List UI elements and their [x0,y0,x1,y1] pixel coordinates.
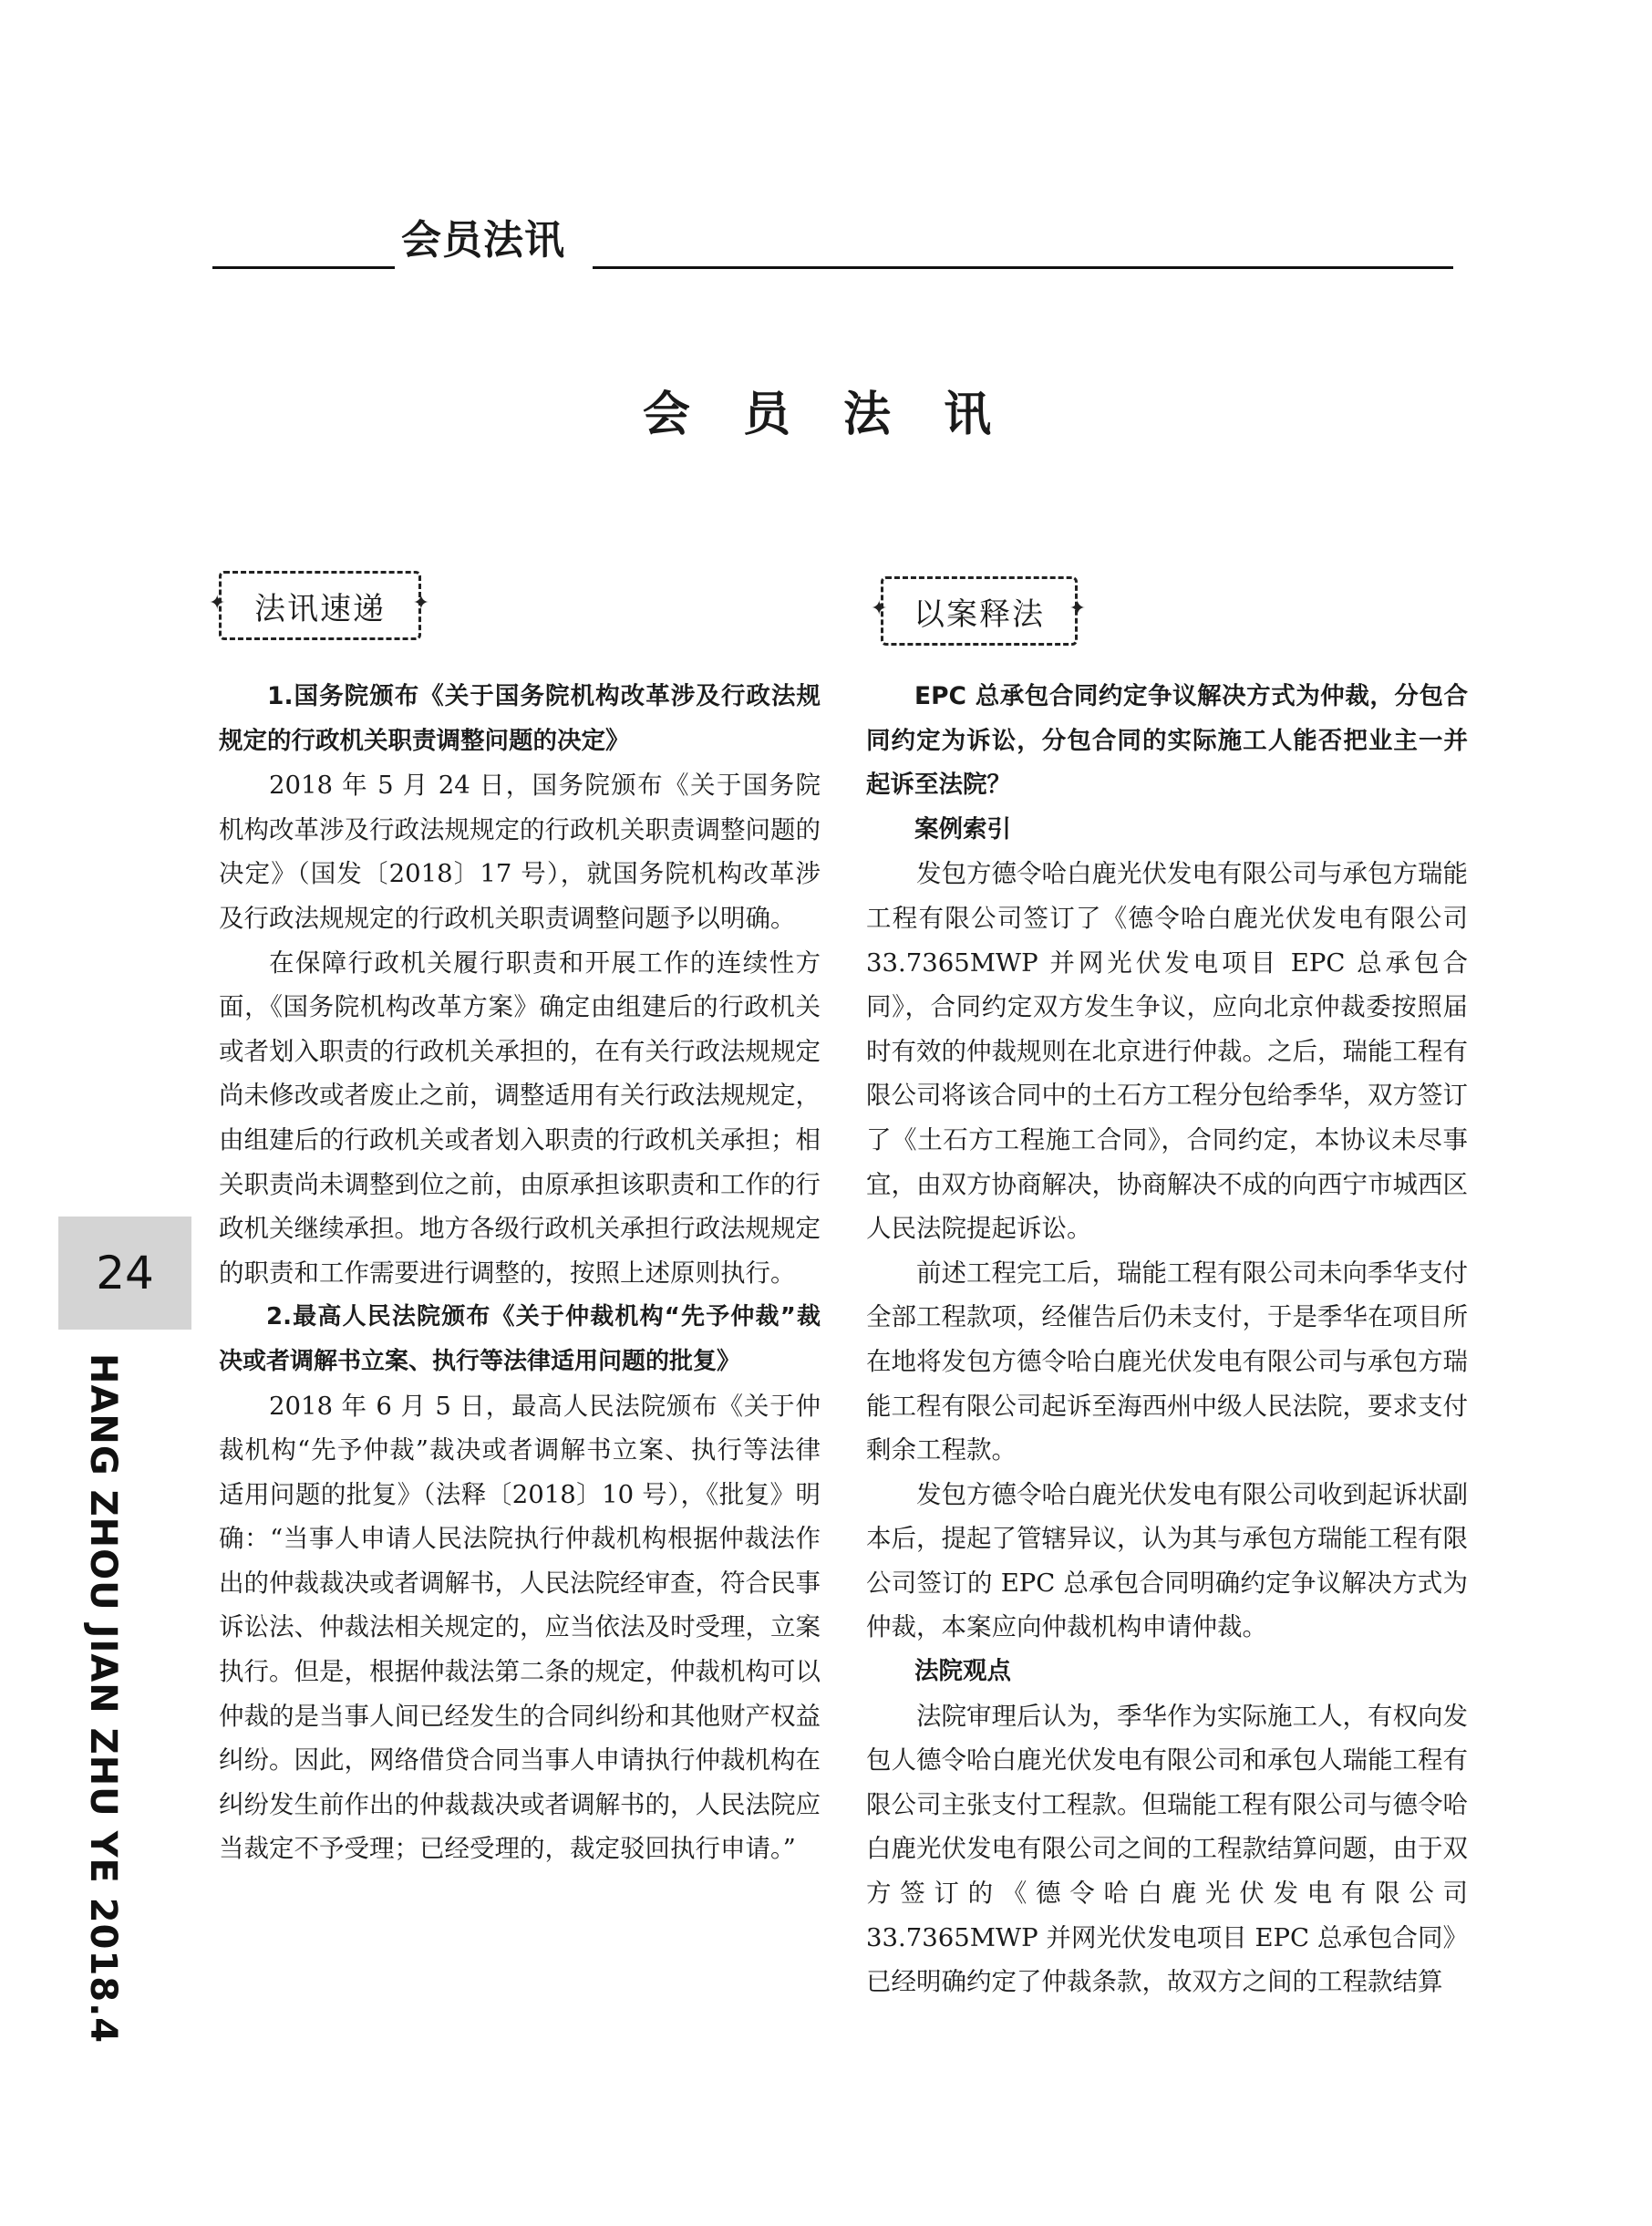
right-heading: EPC 总承包合同约定争议解决方式为仲裁，分包合同约定为诉讼，分包合同的实际施工人能否把业主一并起诉至法院？ [866,682,1468,800]
header-rule-right [593,266,1453,269]
right-subheading-court-view: 法院观点 [914,1657,1011,1686]
right-paragraph-4: 法院审理后认为，季华作为实际施工人，有权向发包人德令哈白鹿光伏发电有限公司和承包人瑞能工程有限公司主张支付工程款。但瑞能工程有限公司与德令哈白鹿光伏发电有限公司之间的工程款结算问题，由于双方签订的《德令哈白鹿光伏发电有限公司 33.7365MWP 并网光伏发电项目 EPC 总承包合同》已经明确约定了仲裁条款，故双方之间的工程款结算 [866,1701,1468,1997]
left-heading-1: 1.国务院颁布《关于国务院机构改革涉及行政法规规定的行政机关职责调整问题的决定》 [219,682,821,755]
right-paragraph-3: 发包方德令哈白鹿光伏发电有限公司收到起诉状副本后，提起了管辖异议，认为其与承包方瑞能工程有限公司签订的 EPC 总承包合同明确约定争议解决方式为仲裁，本案应向仲裁机构申请仲裁。 [866,1479,1468,1642]
header-rule-left [212,266,395,269]
left-column-label: ✦ 法讯速递 ✦ [219,571,421,640]
left-paragraph-3: 2018 年 6 月 5 日，最高人民法院颁布《关于仲裁机构“先予仲裁”裁决或者调解书立案、执行等法律适用问题的批复》（法释〔2018〕10 号），《批复》明确：“当事人申请人民法院执行仲裁机构根据仲裁法作出的仲裁裁决或者调解书，人民法院经审查，符合民事诉讼法、仲裁法相关规定的，应当依法及时受理，立案执行。但是，根据仲裁法第二条的规定，仲裁机构可以仲裁的是当事人间已经发生的合同纠纷和其他财产权益纠纷。因此，网络借贷合同当事人申请执行仲裁机构在纠纷发生前作出的仲裁裁决或者调解书的，人民法院应当裁定不予受理；已经受理的，裁定驳回执行申请。” [219,1391,821,1864]
journal-vertical-label: HANG ZHOU JIAN ZHU YE 2018.4 [82,1353,124,2045]
left-paragraph-2: 在保障行政机关履行职责和开展工作的连续性方面，《国务院机构改革方案》确定由组建后的行政机关或者划入职责的行政机关承担的，在有关行政法规规定尚未修改或者废止之前，调整适用有关行政法规规定，由组建后的行政机关或者划入职责的行政机关承担；相关职责尚未调整到位之前，由原承担该职责和工作的行政机关继续承担。地方各级行政机关承担行政法规规定的职责和工作需要进行调整的，按照上述原则执行。 [219,947,821,1288]
right-paragraph-1: 发包方德令哈白鹿光伏发电有限公司与承包方瑞能工程有限公司签订了《德令哈白鹿光伏发电有限公司 33.7365MWP 并网光伏发电项目 EPC 总承包合同》，合同约定双方发生争议，应向北京仲裁委按照届时有效的仲裁规则在北京进行仲裁。之后，瑞能工程有限公司将该合同中的土石方工程分包给季华，双方签订了《土石方工程施工合同》，合同约定，本协议未尽事宜，由双方协商解决，协商解决不成的向西宁市城西区人民法院提起诉讼。 [866,859,1468,1244]
left-heading-2: 2.最高人民法院颁布《关于仲裁机构“先予仲裁”裁决或者调解书立案、执行等法律适用问题的批复》 [219,1303,821,1375]
right-column-label: ✦ 以案释法 ✦ [881,576,1078,646]
header-section-title: 会员法讯 [401,217,565,264]
page-number-badge: 24 [58,1217,191,1330]
left-column [219,675,821,1871]
page-title: 会 员 法 讯 [642,388,1010,442]
left-paragraph-1: 2018 年 5 月 24 日，国务院颁布《关于国务院机构改革涉及行政法规规定的行政机关职责调整问题的决定》（国发〔2018〕17 号），就国务院机构改革涉及行政法规规定的行政机关职责调整问题予以明确。 [219,771,821,933]
right-column [866,675,1468,2004]
right-paragraph-2: 前述工程完工后，瑞能工程有限公司未向季华支付全部工程款项，经催告后仍未支付，于是季华在项目所在地将发包方德令哈白鹿光伏发电有限公司与承包方瑞能工程有限公司起诉至海西州中级人民法院，要求支付剩余工程款。 [866,1258,1468,1465]
right-subheading-case-index: 案例索引 [914,814,1011,844]
